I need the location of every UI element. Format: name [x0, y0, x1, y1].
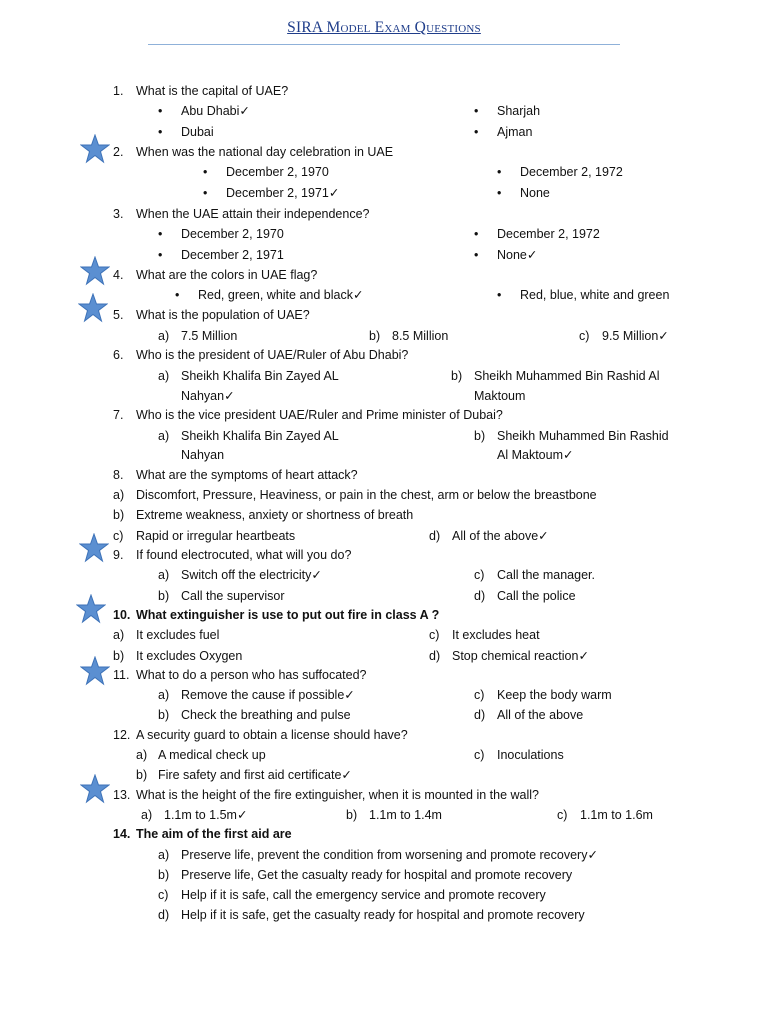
question-text: What are the symptoms of heart attack? [136, 468, 358, 482]
question-number: 13. [113, 788, 131, 802]
option-label: b) [369, 329, 381, 343]
star-icon [76, 594, 106, 624]
option-text: Switch off the electricity✓ [181, 568, 322, 582]
option-label: a) [158, 568, 170, 582]
bullet: • [203, 186, 208, 200]
option-text: Fire safety and first aid certificate✓ [158, 768, 352, 782]
star-icon [80, 256, 110, 286]
option-label: a) [158, 329, 170, 343]
option-text: Extreme weakness, anxiety or shortness of breath [136, 508, 414, 522]
option-text: December 2, 1970 [181, 227, 284, 241]
option-label: c) [474, 568, 485, 582]
question-number: 11. [113, 668, 130, 682]
star-icon [80, 134, 110, 164]
star-icon [80, 656, 110, 686]
option-label: b) [158, 708, 170, 722]
question-text: What to do a person who has suffocated? [136, 668, 367, 682]
option-text: December 2, 1971✓ [226, 186, 340, 200]
question-number: 5. [113, 308, 124, 322]
option-label: a) [136, 748, 148, 762]
option-text: A medical check up [158, 748, 266, 762]
option-text: 7.5 Million [181, 329, 238, 343]
option-text: December 2, 1971 [181, 248, 284, 262]
option-text: December 2, 1972 [497, 227, 600, 241]
option-text: Inoculations [497, 748, 564, 762]
option-text: Remove the cause if possible✓ [181, 688, 355, 702]
bullet: • [497, 288, 502, 302]
option-text: December 2, 1972 [520, 165, 623, 179]
option-label: b) [158, 589, 170, 603]
option-label: d) [474, 589, 486, 603]
option-text: Call the supervisor [181, 589, 285, 603]
bullet: • [158, 227, 163, 241]
option-label: a) [141, 808, 153, 822]
bullet: • [158, 248, 163, 262]
option-label: d) [158, 908, 170, 922]
option-label: c) [429, 628, 440, 642]
bullet: • [474, 248, 479, 262]
option-text: Stop chemical reaction✓ [452, 649, 589, 663]
option-label: d) [474, 708, 486, 722]
option-label: a) [113, 488, 125, 502]
option-text: It excludes Oxygen [136, 649, 243, 663]
option-label: b) [158, 868, 170, 882]
option-label: a) [158, 369, 170, 383]
bullet: • [158, 125, 163, 139]
option-label: c) [579, 329, 590, 343]
question-text: What is the height of the fire extinguisher, when it is mounted in the wall? [136, 788, 540, 802]
option-label: d) [429, 649, 441, 663]
option-label: c) [557, 808, 568, 822]
question-text: What extinguisher is use to put out fire in class A ? [136, 608, 440, 622]
option-label: c) [474, 688, 485, 702]
page-title: SIRA Model Exam Questions [287, 19, 481, 36]
question-text: If found electrocuted, what will you do? [136, 548, 352, 562]
option-text: 9.5 Million✓ [602, 329, 669, 343]
option-text: Call the police [497, 589, 576, 603]
option-text: Al Maktoum✓ [497, 448, 574, 462]
option-label: a) [158, 429, 170, 443]
question-number: 12. [113, 728, 131, 742]
option-text: 1.1m to 1.6m [580, 808, 653, 822]
question-text: The aim of the first aid are [136, 827, 292, 841]
option-text: Ajman [497, 125, 533, 139]
option-text: Sheikh Khalifa Bin Zayed AL [181, 429, 339, 443]
bullet: • [474, 125, 479, 139]
option-label: a) [158, 688, 170, 702]
option-label: c) [113, 529, 124, 543]
option-text: All of the above✓ [452, 529, 549, 543]
bullet: • [474, 104, 479, 118]
question-number: 1. [113, 84, 124, 98]
star-icon [80, 774, 110, 804]
question-text: When the UAE attain their independence? [136, 207, 370, 221]
option-text: Sheikh Muhammed Bin Rashid Al [474, 369, 660, 383]
option-text: Preserve life, Get the casualty ready for hospital and promote recovery [181, 868, 573, 882]
question-text: Who is the vice president UAE/Ruler and Prime minister of Dubai? [136, 408, 503, 422]
option-text: Red, blue, white and green [520, 288, 670, 302]
title-divider [148, 44, 620, 45]
question-number: 2. [113, 145, 124, 159]
bullet: • [158, 104, 163, 118]
star-icon [78, 293, 108, 323]
star-icon [79, 533, 109, 563]
option-label: a) [113, 628, 125, 642]
option-label: d) [429, 529, 441, 543]
question-number: 14. [113, 827, 131, 841]
option-text: 1.1m to 1.4m [369, 808, 442, 822]
bullet: • [497, 186, 502, 200]
option-text: Keep the body warm [497, 688, 612, 702]
option-text: Nahyan [181, 448, 225, 462]
question-number: 7. [113, 408, 124, 422]
option-text: Sheikh Khalifa Bin Zayed AL [181, 369, 339, 383]
option-text: It excludes heat [452, 628, 540, 642]
option-label: c) [474, 748, 485, 762]
option-text: None [520, 186, 550, 200]
option-label: c) [158, 888, 169, 902]
question-number: 4. [113, 268, 124, 282]
question-number: 3. [113, 207, 124, 221]
option-text: Abu Dhabi✓ [181, 104, 250, 118]
question-text: When was the national day celebration in UAE [136, 145, 394, 159]
option-text: 1.1m to 1.5m✓ [164, 808, 248, 822]
option-text: Red, green, white and black✓ [198, 288, 364, 302]
question-number: 6. [113, 348, 124, 362]
bullet: • [497, 165, 502, 179]
option-text: Help if it is safe, call the emergency service and promote recovery [181, 888, 546, 902]
option-text: Rapid or irregular heartbeats [136, 529, 296, 543]
option-text: None✓ [497, 248, 538, 262]
option-label: b) [113, 649, 125, 663]
question-text: What are the colors in UAE flag? [136, 268, 318, 282]
option-label: a) [158, 848, 170, 862]
option-label: b) [451, 369, 463, 383]
option-label: b) [113, 508, 125, 522]
bullet: • [175, 288, 180, 302]
option-text: Help if it is safe, get the casualty ready for hospital and promote recovery [181, 908, 585, 922]
option-text: Check the breathing and pulse [181, 708, 351, 722]
question-text: What is the capital of UAE? [136, 84, 289, 98]
option-text: Maktoum [474, 389, 526, 403]
question-number: 9. [113, 548, 124, 562]
question-text: A security guard to obtain a license should have? [136, 728, 408, 742]
option-text: It excludes fuel [136, 628, 220, 642]
option-text: Dubai [181, 125, 214, 139]
option-label: b) [346, 808, 358, 822]
option-label: b) [136, 768, 148, 782]
question-text: What is the population of UAE? [136, 308, 310, 322]
option-text: Sharjah [497, 104, 541, 118]
question-number: 8. [113, 468, 124, 482]
bullet: • [474, 227, 479, 241]
option-text: December 2, 1970 [226, 165, 329, 179]
option-text: Nahyan✓ [181, 389, 235, 403]
option-text: Discomfort, Pressure, Heaviness, or pain in the chest, arm or below the breastbone [136, 488, 597, 502]
question-number: 10. [113, 608, 131, 622]
option-text: 8.5 Million [392, 329, 449, 343]
option-text: Sheikh Muhammed Bin Rashid [497, 429, 669, 443]
option-text: All of the above [497, 708, 584, 722]
question-text: Who is the president of UAE/Ruler of Abu Dhabi? [136, 348, 409, 362]
option-label: b) [474, 429, 486, 443]
option-text: Preserve life, prevent the condition from worsening and promote recovery✓ [181, 848, 598, 862]
bullet: • [203, 165, 208, 179]
option-text: Call the manager. [497, 568, 595, 582]
